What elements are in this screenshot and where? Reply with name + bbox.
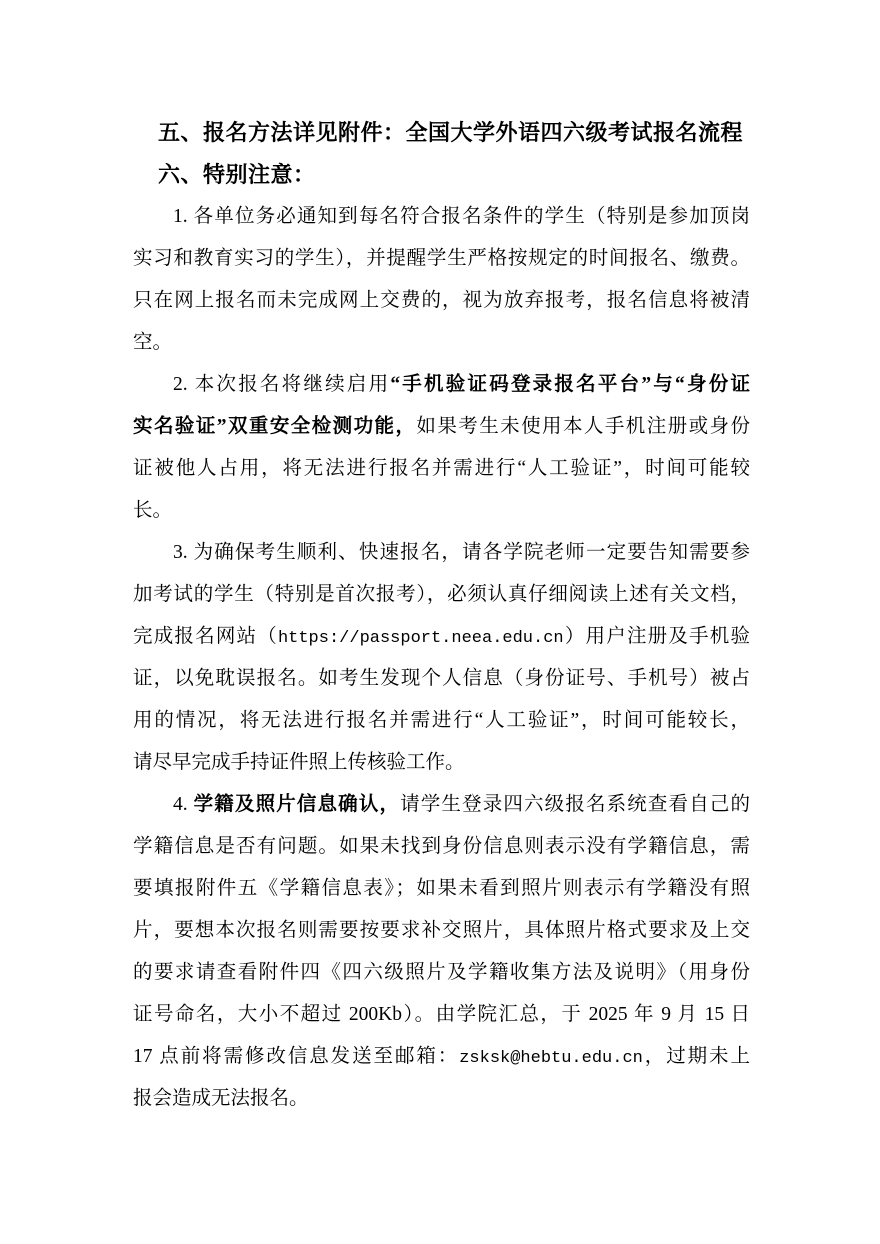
text-line <box>133 826 750 868</box>
emphasis-text: 实名验证”双重安全检测功能， <box>133 416 417 437</box>
heading-line <box>133 154 750 196</box>
emphasis-text: 六、特别注意： <box>158 162 316 187</box>
text-line <box>133 1036 750 1078</box>
text-run: 3. 为确保考生顺利、快速报名，请各学院老师一定要告知需要参 <box>173 542 750 563</box>
text-run: 1. 各单位务必通知到每名符合报名条件的学生（特别是参加顶岗 <box>173 206 750 227</box>
text-line <box>133 910 750 952</box>
text-line <box>133 238 750 280</box>
text-run: 4. <box>173 794 194 815</box>
text-line <box>133 448 750 490</box>
text-line <box>133 406 750 448</box>
text-run: 学籍信息是否有问题。如果未找到身份信息则表示没有学籍信息，需 <box>133 836 750 857</box>
text-run: ）用户注册及手机验 <box>563 626 750 647</box>
text-run: 长。 <box>133 500 173 521</box>
text-run: 完成报名网站（ <box>133 626 278 647</box>
text-run: 报会造成无法报名。 <box>133 1088 309 1109</box>
text-run: 17 点前将需修改信息发送至邮箱： <box>133 1046 460 1067</box>
text-run: 请学生登录四六级报名系统查看自己的 <box>400 794 750 815</box>
emphasis-text: 五、报名方法详见附件：全国大学外语四六级考试报名流程 <box>158 120 744 145</box>
text-line <box>133 322 750 364</box>
text-run: 空。 <box>133 332 173 353</box>
text-line <box>133 952 750 994</box>
text-line <box>133 616 750 658</box>
text-line <box>133 490 750 532</box>
text-run: 如果考生未使用本人手机注册或身份 <box>416 416 750 437</box>
text-line <box>133 784 750 826</box>
emphasis-text: “手机验证码登录报名平台”与“身份证 <box>390 374 750 395</box>
text-run: 加考试的学生（特别是首次报考），必须认真仔细阅读上述有关文档， <box>133 584 750 605</box>
text-run: 用的情况，将无法进行报名并需进行“人工验证”，时间可能较长， <box>133 710 750 731</box>
text-run: 证号命名，大小不超过 200Kb）。由学院汇总，于 2025 年 9 月 15 日 <box>133 1004 750 1025</box>
text-run: 请尽早完成手持证件照上传核验工作。 <box>133 752 465 773</box>
text-line <box>133 742 750 784</box>
text-run: 2. 本次报名将继续启用 <box>173 374 391 395</box>
text-line <box>133 364 750 406</box>
text-line <box>133 574 750 616</box>
url-text: https://passport.neea.edu.cn <box>277 629 564 648</box>
text-run: 的要求请查看附件四《四六级照片及学籍收集方法及说明》（用身份 <box>133 962 750 983</box>
heading-line <box>133 112 750 154</box>
text-line <box>133 196 750 238</box>
email-text: zsksk@hebtu.edu.cn <box>459 1049 643 1068</box>
text-run: 只在网上报名而未完成网上交费的，视为放弃报考，报名信息将被清 <box>133 290 750 311</box>
text-run: 片，要想本次报名则需要按要求补交照片，具体照片格式要求及上交 <box>133 920 750 941</box>
text-run: ，过期未上 <box>642 1046 750 1067</box>
text-run: 实习和教育实习的学生），并提醒学生严格按规定的时间报名、缴费。 <box>133 248 750 269</box>
text-run: 证被他人占用，将无法进行报名并需进行“人工验证”，时间可能较 <box>133 458 750 479</box>
document-content <box>133 112 750 1120</box>
text-line <box>133 658 750 700</box>
text-run: 要填报附件五《学籍信息表》；如果未看到照片则表示有学籍没有照 <box>133 878 750 899</box>
text-line <box>133 994 750 1036</box>
text-line <box>133 1078 750 1120</box>
text-line <box>133 280 750 322</box>
text-line <box>133 700 750 742</box>
text-line <box>133 532 750 574</box>
text-run: 证，以免耽误报名。如考生发现个人信息（身份证号、手机号）被占 <box>133 668 750 689</box>
emphasis-text: 学籍及照片信息确认， <box>193 794 401 815</box>
text-line <box>133 868 750 910</box>
